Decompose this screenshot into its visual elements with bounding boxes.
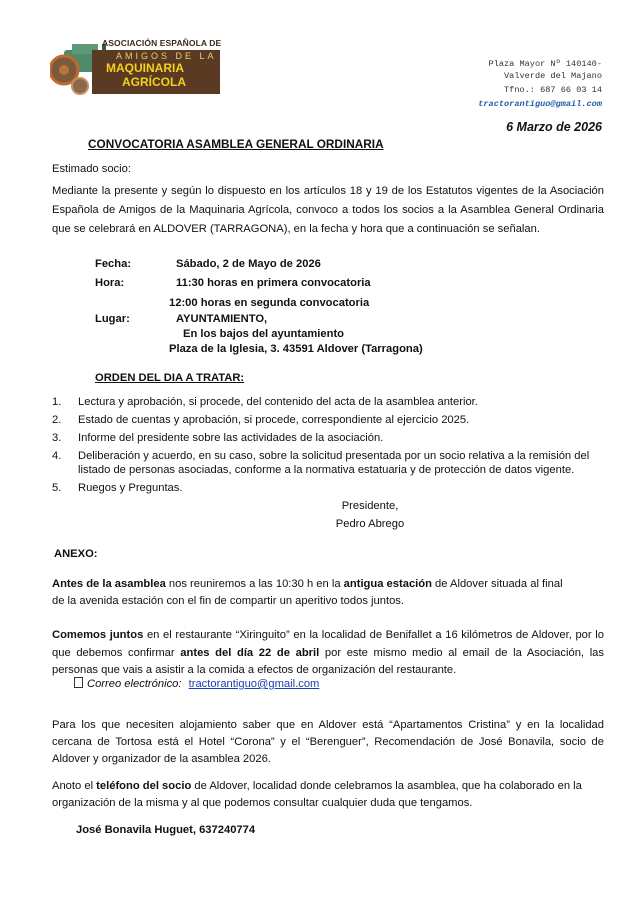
header-email-link[interactable]: tractorantiguo@gmail.com xyxy=(478,99,602,109)
email-row xyxy=(74,677,319,690)
annex-p1-line2: de la avenida estación con el fin de compartir un aperitivo todos juntos. xyxy=(52,595,404,607)
annex-p2-text1: en el restaurante “Xiringuito” en la localidad de Benifallet a 16 kilómetros de Aldover, por lo que debemos confirmar xyxy=(52,629,604,659)
agenda-item-number: 5. xyxy=(52,482,62,494)
lugar-value-2: En los bajos del ayuntamiento xyxy=(183,328,345,340)
document-title: CONVOCATORIA ASAMBLEA GENERAL ORDINARIA xyxy=(88,137,384,151)
logo-line1: ASOCIACIÓN ESPAÑOLA DE xyxy=(102,38,222,48)
address-line1: Plaza Mayor Nº 140140- xyxy=(488,59,602,69)
agenda-item-text: Lectura y aprobación, si procede, del contenido del acta de la asamblea anterior. xyxy=(78,396,478,408)
agenda-item-number: 3. xyxy=(52,432,62,444)
intro-paragraph: Mediante la presente y según lo dispuesto en los artículos 18 y 19 de los Estatutos vigentes de la Asociación Española de Amigos de la Maquinaria Agrícola, convoco a todos los socios a la Asamblea General Ordinaria que se celebrará en ALDOVER (TARRAGONA), en la fecha y hora que a continuación se señalan. xyxy=(52,185,604,235)
document-date: 6 Marzo de 2026 xyxy=(506,120,602,134)
lugar-value-1: AYUNTAMIENTO, xyxy=(176,313,268,325)
fecha-label: Fecha: xyxy=(95,258,132,270)
agenda-item-text: Ruegos y Preguntas. xyxy=(78,482,183,494)
agenda-item xyxy=(52,481,612,495)
annex-paragraph-1 xyxy=(52,576,604,610)
annex-paragraph-4 xyxy=(52,778,604,812)
logo-line3: MAQUINARIA xyxy=(106,61,184,75)
annex-p1-text2: de Aldover situada al final xyxy=(431,578,563,590)
agenda-item xyxy=(52,431,612,445)
signature-role: Presidente, xyxy=(341,500,399,512)
agenda-item-text: Informe del presidente sobre las actividades de la asociación. xyxy=(78,432,384,444)
hora-value-2: 12:00 horas en segunda convocatoria xyxy=(169,297,370,309)
logo-line2: AMIGOS DE LA xyxy=(116,51,217,61)
greeting: Estimado socio: xyxy=(52,163,131,175)
agenda-item-text: Estado de cuentas y aprobación, si procede, correspondiente al ejercicio 2025. xyxy=(78,414,470,426)
agenda-item xyxy=(52,395,612,409)
agenda-item-number: 2. xyxy=(52,414,62,426)
agenda-heading: ORDEN DEL DIA A TRATAR: xyxy=(95,372,245,384)
agenda-item xyxy=(52,413,612,427)
logo-line4: AGRÍCOLA xyxy=(122,75,186,89)
fecha-value: Sábado, 2 de Mayo de 2026 xyxy=(176,258,321,270)
annex-p2-bold2: antes del día 22 de abril xyxy=(180,646,320,659)
address-line2: Valverde del Majano xyxy=(504,71,602,81)
annex-p1-bold1: Antes de la asamblea xyxy=(52,578,166,590)
annex-p1-text1: nos reuniremos a las 10:30 h en la xyxy=(165,578,344,590)
email-link[interactable]: tractorantiguo@gmail.com xyxy=(188,678,320,690)
phone: Tfno.: 687 66 03 14 xyxy=(504,85,602,95)
lugar-label: Lugar: xyxy=(95,313,130,325)
association-logo xyxy=(50,38,220,96)
hora-label: Hora: xyxy=(95,277,125,289)
signature-name: Pedro Abrego xyxy=(335,518,405,530)
annex-p1-bold2: antigua estación xyxy=(343,578,432,590)
annex-p4-text2: de Aldover, localidad donde celebramos la asamblea, que ha colaborado en la organización de la misma y al que podemos consultar cualquier duda que tengamos. xyxy=(52,780,582,809)
contact-info: José Bonavila Huguet, 637240774 xyxy=(76,824,256,836)
agenda-list xyxy=(52,395,612,499)
agenda-item-number: 1. xyxy=(52,396,62,408)
email-label: Correo electrónico: xyxy=(87,678,182,690)
annex-heading: ANEXO: xyxy=(54,548,98,560)
agenda-item-text: Deliberación y acuerdo, en su caso, sobre la solicitud presentada por un socio relativa a la remisión del listado de personas asociadas, conforme a la normativa estatuaria y de protección de datos vigente. xyxy=(78,450,590,476)
agenda-item xyxy=(52,449,612,477)
annex-p4-bold: teléfono del socio xyxy=(96,780,192,792)
agenda-item-number: 4. xyxy=(52,450,62,462)
annex-p2-bold1: Comemos juntos xyxy=(52,629,144,641)
checkbox-icon xyxy=(74,677,83,688)
hora-value-1: 11:30 horas en primera convocatoria xyxy=(176,277,371,289)
lugar-value-3: Plaza de la Iglesia, 3. 43591 Aldover (Tarragona) xyxy=(169,343,423,355)
annex-p2-text2: por este mismo medio al email de la Asociación, las personas que vais a asistir a la comida a efectos de organización del restaurante. xyxy=(52,646,604,676)
annex-paragraph-2 xyxy=(52,627,604,680)
annex-paragraph-3: Para los que necesiten alojamiento saber que en Aldover está “Apartamentos Cristina” y en la localidad cercana de Tortosa está el Hotel “Corona” y el “Berenguer”, Recomendación de José Bonavila, socio de Aldover y organizador de la asamblea 2026. xyxy=(52,719,604,765)
annex-p4-text1: Anoto el xyxy=(52,780,97,792)
